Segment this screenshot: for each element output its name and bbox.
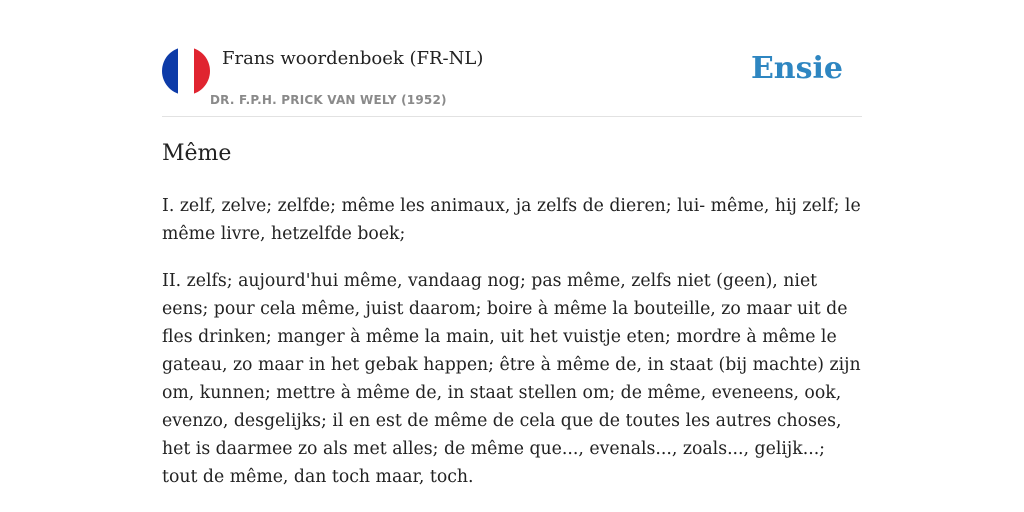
definition-2: II. zelfs; aujourd'hui même, vandaag nog; pas même, zelfs niet (geen), niet eens; pour cela même, juist daarom; boire à même la bouteille, zo maar uit de fles drinken; manger à même la main, uit het vuistje eten; mordre à même le gateau, zo maar in het gebak happen; être à même de, in staat (bij machte) zijn om, kunnen; mettre à même de, in staat stellen om; de même, eveneens, ook, evenzo, desgelijks; il en est de même de cela que de toutes les autres choses, het is daarmee zo als met alles; de même que..., evenals..., zoals..., gelijk...; tout de même, dan toch maar, toch. (162, 271, 861, 487)
flag-stripe-white (178, 47, 194, 95)
dictionary-title[interactable]: Frans woordenboek (FR-NL) (222, 48, 484, 69)
brand-logo[interactable]: Ensie (750, 51, 843, 86)
dictionary-author: DR. F.P.H. PRICK VAN WELY (1952) (210, 93, 447, 107)
dictionary-card (162, 0, 862, 512)
flag-stripe-red (194, 47, 210, 95)
french-flag-icon (162, 47, 210, 95)
flag-stripe-blue (162, 47, 178, 95)
headword: Même (162, 141, 232, 166)
definition-1: I. zelf, zelve; zelfde; même les animaux, ja zelfs de dieren; lui- même, hij zelf; le même livre, hetzelfde boek; (162, 196, 861, 244)
dictionary-header (162, 0, 862, 117)
